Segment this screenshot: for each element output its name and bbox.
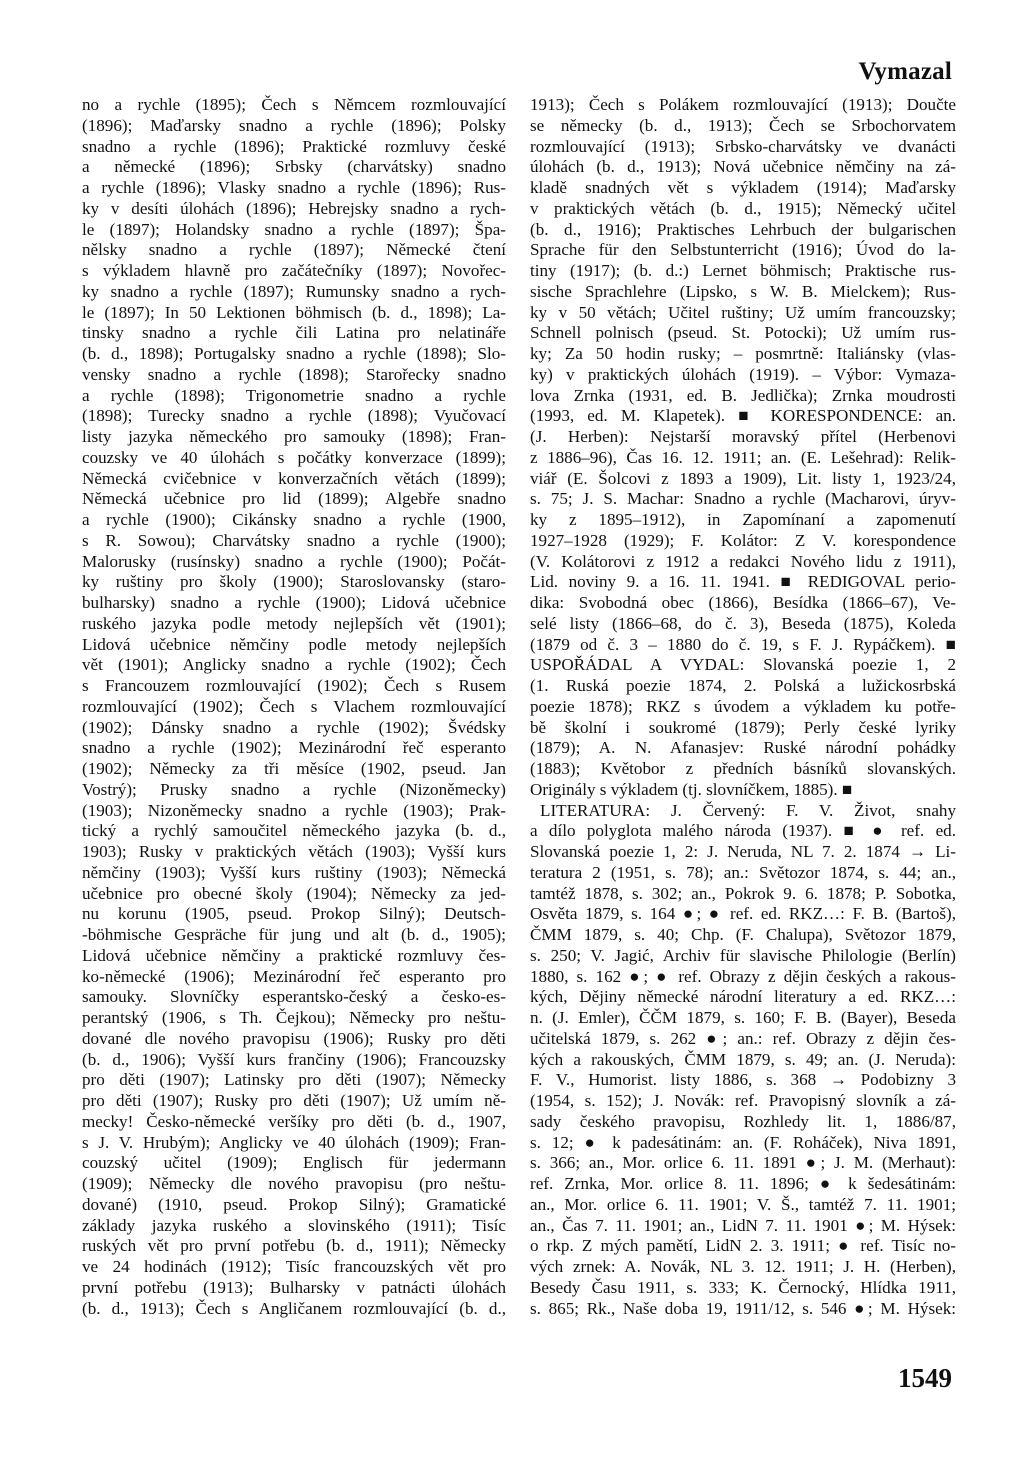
text-line: Lidová učebnice němčiny a praktické rozmluvy čes- bbox=[82, 945, 506, 965]
text-line: s. 75; J. S. Machar: Snadno a rychle (Macharovi, úryv- bbox=[530, 489, 956, 509]
text-line: 1880, s. 162 ●; ● ref. Obrazy z dějin českých a rakous- bbox=[530, 966, 956, 986]
text-line: vých zrnek: A. Novák, NL 3. 12. 1911; J. H. (Herben), bbox=[530, 1257, 956, 1276]
text-line: (1903); Nizoněmecky snadno a rychle (1903); Prak- bbox=[82, 800, 506, 820]
text-line: USPOŘÁDAL A VYDAL: Slovanská poezie 1, 2 bbox=[530, 655, 956, 675]
text-line: (J. Herben): Nejstarší moravský přítel (Herbenovi bbox=[530, 427, 956, 446]
text-line: teratura 2 (1951, s. 78); an.: Světozor 1874, s. 44; an., bbox=[530, 862, 956, 882]
text-line: rozmlouvající (1902); Čech s Vlachem rozmlouvající bbox=[82, 696, 506, 716]
text-line: LITERATURA: J. Červený: F. V. Život, snahy bbox=[540, 800, 956, 820]
text-line: an., Mor. orlice 6. 11. 1901; V. Š., tamtéž 7. 11. 1901; bbox=[530, 1194, 956, 1214]
text-line: s J. V. Hrubým); Anglicky ve 40 úlohách (1909); Fran- bbox=[82, 1132, 506, 1152]
text-line: Schnell polnisch (pseud. St. Potocki); Už umím rus- bbox=[530, 323, 956, 343]
right-column bbox=[530, 95, 956, 1319]
text-line: dika: Svobodná obec (1866), Besídka (1866–67), Ve- bbox=[530, 593, 956, 612]
text-line: ky ruštiny pro školy (1900); Staroslovansky (staro- bbox=[82, 572, 506, 592]
running-head: Vymazal bbox=[858, 58, 952, 85]
text-line: (1896); Maďarsky snadno a rychle (1896); Polsky bbox=[82, 115, 506, 135]
text-line: le (1897); Holandsky snadno a rychle (1897); Špa- bbox=[82, 219, 506, 239]
text-line: pro děti (1907); Rusky pro děti (1907); Už umím ně- bbox=[82, 1091, 506, 1110]
text-line: (V. Kolátorovi z 1912 a redakci Nového lidu z 1911), bbox=[530, 551, 956, 571]
text-line: 1903); Rusky v praktických větách (1903); Vyšší kurs bbox=[82, 842, 506, 861]
text-line: a německé (1896); Srbsky (charvátsky) snadno bbox=[82, 157, 506, 177]
text-line: Lidová učebnice němčiny podle metody nejlepších bbox=[82, 634, 506, 654]
text-line: ky v 50 větách; Učitel ruštiny; Už umím francouzsky; bbox=[530, 302, 956, 322]
text-line: (1902); Německy za tři měsíce (1902, pseud. Jan bbox=[82, 759, 506, 778]
text-line: pro děti (1907); Latinsky pro děti (1907); Německy bbox=[82, 1070, 506, 1090]
text-line: Malorusky (rusínsky) snadno a rychle (1900); Počát- bbox=[82, 551, 506, 571]
text-line: -böhmische Gespräche für jung und alt (b. d., 1905); bbox=[82, 925, 506, 944]
text-line: Německá cvičebnice v konverzačních větách (1899); bbox=[82, 468, 506, 488]
text-line: tinsky snadno a rychle čili Latina pro nelatináře bbox=[82, 323, 506, 343]
text-line: viář (E. Šolcovi z 1893 a 1909), Lit. listy 1, 1923/24, bbox=[530, 468, 956, 488]
text-line: ky; Za 50 hodin rusky; – posmrtně: Italiánsky (vlas- bbox=[530, 344, 956, 363]
text-line: Sprache für den Selbstunterricht (1916); Úvod do la- bbox=[530, 240, 956, 260]
text-line: ruských vět pro první potřebu (b. d., 1911); Německy bbox=[82, 1236, 506, 1256]
text-line: snadno a rychle (1896); Praktické rozmluvy české bbox=[82, 136, 506, 156]
text-line: a rychle (1896); Vlasky snadno a rychle (1896); Rus- bbox=[82, 178, 506, 197]
text-line: sady českého pravopisu, Rozhledy lit. 1, 1886/87, bbox=[530, 1111, 956, 1131]
text-line: Vostrý); Prusky snadno a rychle (Nizoněmecky) bbox=[82, 779, 506, 799]
text-line: 1913); Čech s Polákem rozmlouvající (1913); Doučte bbox=[530, 95, 956, 114]
text-line: (1902); Dánsky snadno a rychle (1902); Švédsky bbox=[82, 717, 506, 737]
text-line: rozmlouvající (1913); Srbsko-charvátsky ve dvanácti bbox=[530, 136, 956, 156]
text-line: s Francouzem rozmlouvající (1902); Čech s Rusem bbox=[82, 676, 506, 695]
text-line: tiny (1917); (b. d.:) Lernet böhmisch; Praktische rus- bbox=[530, 261, 956, 280]
text-line: (1879); A. N. Afanasjev: Ruské národní pohádky bbox=[530, 738, 956, 758]
text-line: první potřebu (1913); Bulharsky v patnácti úlohách bbox=[82, 1277, 506, 1297]
text-line: z 1886–96), Čas 16. 12. 1911; an. (E. Lešehrad): Relik- bbox=[530, 447, 956, 467]
text-line: tamtéž 1878, s. 302; an., Pokrok 9. 6. 1878; P. Sobotka, bbox=[530, 883, 956, 903]
text-line: s výkladem hlavně pro začátečníky (1897); Novořec- bbox=[82, 261, 506, 280]
text-line: kých a rakouských, ČMM 1879, s. 49; an. (J. Neruda): bbox=[530, 1049, 956, 1069]
text-line: Originály s výkladem (tj. slovníčkem, 1885). ■ bbox=[530, 779, 853, 799]
text-line: kých, Dějiny německé národní literatury a ed. RKZ…: bbox=[530, 987, 956, 1007]
text-line: no a rychle (1895); Čech s Němcem rozmlouvající bbox=[82, 95, 506, 114]
text-line: (b. d., 1898); Portugalsky snadno a rychle (1898); Slo- bbox=[82, 344, 506, 363]
text-line: bě školní i soukromé (1879); Perly české lyriky bbox=[530, 717, 956, 737]
text-line: s. 250; V. Jagić, Archiv für slavische Philologie (Berlín) bbox=[530, 945, 956, 965]
text-line: (1898); Turecky snadno a rychle (1898); Vyučovací bbox=[82, 406, 506, 426]
text-line: Lid. noviny 9. a 16. 11. 1941. ■ REDIGOVAL perio- bbox=[530, 572, 956, 592]
page-number: 1549 bbox=[898, 1363, 952, 1393]
text-line: (1. Ruská poezie 1874, 2. Polská a lužickosrbská bbox=[530, 676, 956, 695]
text-line: n. (J. Emler), ČČM 1879, s. 160; F. B. (Bayer), Beseda bbox=[530, 1008, 956, 1027]
text-line: kladě snadných vět s výkladem (1914); Maďarsky bbox=[530, 178, 956, 197]
text-line: (b. d., 1906); Vyšší kurs frančiny (1906); Francouzsky bbox=[82, 1049, 506, 1069]
text-line: a rychle (1898); Trigonometrie snadno a rychle bbox=[82, 385, 506, 405]
text-line: Slovanská poezie 1, 2: J. Neruda, NL 7. 2. 1874 → Li- bbox=[530, 842, 956, 861]
text-line: ref. Zrnka, Mor. orlice 8. 11. 1896; ● k šedesátinám: bbox=[530, 1174, 956, 1193]
text-line: (b. d., 1913); Čech s Angličanem rozmlouvající (b. d., bbox=[82, 1298, 506, 1318]
text-line: Osvěta 1879, s. 164 ●; ● ref. ed. RKZ…: F. B. (Bartoš), bbox=[530, 904, 956, 924]
text-line: ruského jazyka podle metody nejlepších vět (1901); bbox=[82, 613, 506, 633]
text-line: nělsky snadno a rychle (1897); Německé čtení bbox=[82, 240, 506, 260]
text-line: poezie 1878); RKZ s úvodem a výkladem ku potře- bbox=[530, 696, 956, 716]
text-line: ČMM 1879, s. 40; Chp. (F. Chalupa), Světozor 1879, bbox=[530, 925, 956, 944]
text-line: ky z 1895–1912), in Zapomínaní a zapomenutí bbox=[530, 510, 956, 529]
text-line: a dílo polyglota malého národa (1937). ■ ● ref. ed. bbox=[530, 821, 956, 841]
text-line: bulharsky) snadno a rychle (1900); Lidová učebnice bbox=[82, 593, 506, 612]
text-line: němčiny (1903); Vyšší kurs ruštiny (1903); Německá bbox=[82, 862, 506, 882]
text-line: o rkp. Z mých pamětí, LidN 2. 3. 1911; ● ref. Tisíc no- bbox=[530, 1236, 956, 1256]
text-line: couzský učitel (1909); Englisch für jedermann bbox=[82, 1153, 506, 1173]
text-line: 1927–1928 (1929); F. Kolátor: Z V. korespondence bbox=[530, 530, 956, 550]
text-line: dované) (1910, pseud. Prokop Silný); Gramatické bbox=[82, 1194, 506, 1214]
text-line: Besedy Času 1911, s. 333; K. Černocký, Hlídka 1911, bbox=[530, 1277, 956, 1297]
text-line: Německá učebnice pro lid (1899); Algebře snadno bbox=[82, 489, 506, 509]
text-line: selé listy (1866–68, do č. 3), Beseda (1875), Koleda bbox=[530, 613, 956, 633]
text-line: dované dle nového pravopisu (1906); Rusky pro děti bbox=[82, 1028, 506, 1048]
text-line: nu korunu (1905, pseud. Prokop Silný); Deutsch- bbox=[82, 904, 506, 924]
text-line: (1909); Německy dle nového pravopisu (pro neštu- bbox=[82, 1174, 506, 1193]
text-line: učitelská 1879, s. 262 ●; an.: ref. Obrazy z dějin čes- bbox=[530, 1028, 956, 1048]
text-line: (1879 od č. 3 – 1880 do č. 19, s F. J. Rypáčkem). ■ bbox=[530, 634, 956, 654]
text-line: listy jazyka německého pro samouky (1898); Fran- bbox=[82, 427, 506, 446]
text-line: (1993, ed. M. Klapetek). ■ KORESPONDENCE: an. bbox=[530, 406, 956, 426]
text-line: s. 12; ● k padesátinám: an. (F. Roháček), Niva 1891, bbox=[530, 1132, 956, 1152]
text-line: ky snadno a rychle (1897); Rumunsky snadno a rych- bbox=[82, 281, 506, 301]
text-line: s R. Sowou); Charvátsky snadno a rychle (1900); bbox=[82, 530, 506, 550]
text-line: le (1897); In 50 Lektionen böhmisch (b. d., 1898); La- bbox=[82, 302, 506, 322]
text-line: (1883); Květobor z předních básníků slovanských. bbox=[530, 759, 956, 778]
text-line: couzsky ve 40 úlohách s počátky konverzace (1899); bbox=[82, 447, 506, 467]
text-line: úlohách (b. d., 1913); Nová učebnice němčiny na zá- bbox=[530, 157, 956, 177]
text-line: v praktických větách (b. d., 1915); Německý učitel bbox=[530, 198, 956, 218]
text-line: an., Čas 7. 11. 1901; an., LidN 7. 11. 1901 ●; M. Hýsek: bbox=[530, 1215, 956, 1235]
text-line: vět (1901); Anglicky snadno a rychle (1902); Čech bbox=[82, 655, 506, 675]
text-line: (1954, s. 152); J. Novák: ref. Pravopisný slovník a zá- bbox=[530, 1091, 956, 1110]
text-line: ko-německé (1906); Mezinárodní řeč esperanto pro bbox=[82, 966, 506, 986]
text-line: mecky! Česko-německé veršíky pro děti (b. d., 1907, bbox=[82, 1111, 506, 1131]
text-line: s. 865; Rk., Naše doba 19, 1911/12, s. 546 ●; M. Hýsek: bbox=[530, 1298, 956, 1318]
text-line: s. 366; an., Mor. orlice 6. 11. 1891 ●; J. M. (Merhaut): bbox=[530, 1153, 956, 1173]
text-line: samouky. Slovníčky esperantsko-český a česko-es- bbox=[82, 987, 506, 1007]
text-line: F. V., Humorist. listy 1886, s. 368 → Podobizny 3 bbox=[530, 1070, 956, 1090]
text-line: ve 24 hodinách (1912); Tisíc francouzských vět pro bbox=[82, 1257, 506, 1276]
text-line: tický a rychlý samoučitel německého jazyka (b. d., bbox=[82, 821, 506, 841]
text-line: ky v desíti úlohách (1896); Hebrejsky snadno a rych- bbox=[82, 198, 506, 218]
text-line: a rychle (1900); Cikánsky snadno a rychle (1900, bbox=[82, 510, 506, 529]
text-line: základy jazyka ruského a slovinského (1911); Tisíc bbox=[82, 1215, 506, 1235]
text-line: sische Sprachlehre (Lipsko, s W. B. Mielckem); Rus- bbox=[530, 281, 956, 301]
left-column bbox=[82, 95, 506, 1319]
text-line: ky) v praktických úlohách (1919). – Výbor: Vymaza- bbox=[530, 364, 956, 384]
text-line: lova Zrnka (1931, ed. B. Jedlička); Zrnka moudrosti bbox=[530, 385, 956, 405]
text-line: snadno a rychle (1902); Mezinárodní řeč esperanto bbox=[82, 738, 506, 758]
text-line: perantský (1906, s Th. Čejkou); Německy pro neštu- bbox=[82, 1008, 506, 1027]
text-line: (b. d., 1916); Praktisches Lehrbuch der bulgarischen bbox=[530, 219, 956, 239]
text-line: se německy (b. d., 1913); Čech se Srbochorvatem bbox=[530, 115, 956, 135]
text-line: učebnice pro obecné školy (1904); Německy za jed- bbox=[82, 883, 506, 903]
text-line: vensky snadno a rychle (1898); Starořecky snadno bbox=[82, 364, 506, 384]
